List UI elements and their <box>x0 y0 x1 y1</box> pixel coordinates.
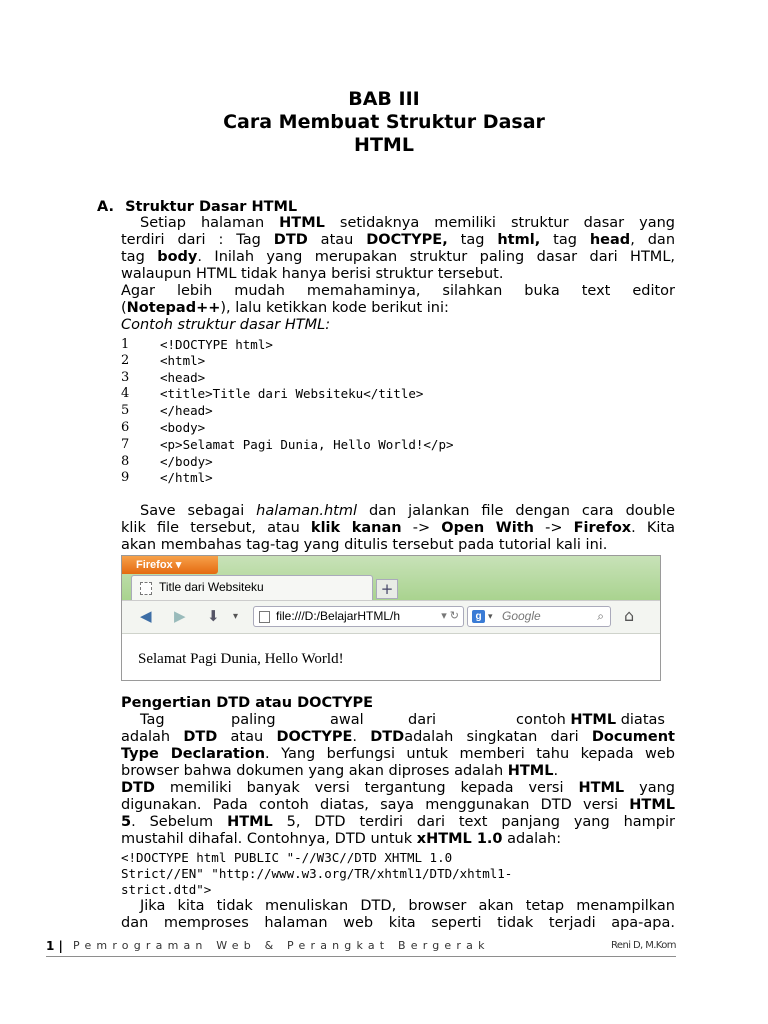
chapter-title-line1: Cara Membuat Struktur Dasar <box>223 111 545 133</box>
section-a-heading <box>97 199 297 215</box>
chapter-title-line2: HTML <box>354 134 414 156</box>
firefox-menu-button[interactable]: Firefox ▾ <box>122 556 218 574</box>
xhtml-doctype-line-3: strict.dtd"> <box>121 882 212 897</box>
dtd-line-10: dan memproses halaman web kita seperti tidak terjadi apa-apa. <box>121 915 675 931</box>
section-a-title: Struktur Dasar HTML <box>125 199 298 215</box>
dtd-line-2: adalah DTD atau DOCTYPE. DTDadalah singkatan dari Document <box>121 729 675 745</box>
reload-icon[interactable]: ↻ <box>449 610 459 622</box>
page-icon <box>259 611 270 623</box>
dtd-line-5: DTD memiliki banyak versi tergantung kepada versi HTML yang <box>121 780 675 796</box>
dtd-line-9: Jika kita tidak menuliskan DTD, browser akan tetap menampilkan <box>140 898 675 914</box>
code-line: 1 <!DOCTYPE html> <box>121 337 273 352</box>
section-a-letter: A. <box>97 199 114 215</box>
intro-line-1: Setiap halaman HTML setidaknya memiliki struktur dasar yang <box>140 215 675 231</box>
footer-course-title: Pemrograman Web & Perangkat Bergerak <box>73 939 490 952</box>
url-text: file:///D:/BelajarHTML/h <box>276 609 401 623</box>
footer-page-number: 1 | <box>46 939 63 953</box>
forward-arrow-icon[interactable]: ▶ <box>174 607 186 625</box>
code-line: 7 <p>Selamat Pagi Dunia, Hello World!</p> <box>121 437 454 452</box>
browser-tab[interactable] <box>131 575 373 600</box>
intro-line-4: walaupun HTML tidak hanya berisi struktur tersebut. <box>121 266 504 282</box>
home-icon[interactable]: ⌂ <box>624 606 635 625</box>
intro-line-6: (Notepad++), lalu ketikkan kode berikut ini: <box>121 300 449 316</box>
footer-author: Reni D, M.Kom <box>611 940 676 951</box>
intro-line-5: Agar lebih mudah memahaminya, silahkan buka text editor <box>121 283 675 299</box>
xhtml-doctype-line-2: Strict//EN" "http://www.w3.org/TR/xhtml1/DTD/xhtml1- <box>121 866 513 881</box>
section-b-heading: Pengertian DTD atau DOCTYPE <box>121 695 374 711</box>
browser-tab-title: Title dari Websiteku <box>159 580 264 594</box>
code-line: 2 <html> <box>121 353 206 368</box>
save-line-2: klik file tersebut, atau klik kanan -> Open With -> Firefox. Kita <box>121 520 676 536</box>
dtd-line-6: digunakan. Pada contoh diatas, saya menggunakan DTD versi HTML <box>121 797 675 813</box>
code-line: 8 </body> <box>121 454 213 469</box>
chevron-down-icon[interactable]: ▾ <box>488 611 493 621</box>
code-line: 5 </head> <box>121 403 213 418</box>
code-line: 4 <title>Title dari Websiteku</title> <box>121 386 424 401</box>
xhtml-doctype-line-1: <!DOCTYPE html PUBLIC "-//W3C//DTD XHTML 1.0 <box>121 850 453 865</box>
google-icon[interactable]: g <box>472 610 485 623</box>
save-line-1: Save sebagai halaman.html dan jalankan file dengan cara double <box>140 503 675 519</box>
browser-page-content: Selamat Pagi Dunia, Hello World! <box>138 651 344 667</box>
search-icon[interactable]: ⌕ <box>597 609 604 623</box>
intro-line-2: terdiri dari : Tag DTD atau DOCTYPE, tag html, tag head, dan <box>121 232 676 248</box>
dtd-line-7: 5. Sebelum HTML 5, DTD terdiri dari text panjang yang hampir <box>121 814 675 830</box>
dtd-line-4: browser bahwa dokumen yang akan diproses adalah HTML. <box>121 763 559 779</box>
save-line-3: akan membahas tag-tag yang ditulis tersebut pada tutorial kali ini. <box>121 537 608 553</box>
url-bar[interactable] <box>253 606 464 627</box>
back-arrow-icon[interactable]: ◀ <box>140 607 152 625</box>
code-line: 3 <head> <box>121 370 206 385</box>
code-line: 9 </html> <box>121 470 213 485</box>
code-caption: Contoh struktur dasar HTML: <box>121 317 331 333</box>
new-tab-button[interactable]: + <box>376 579 398 599</box>
dtd-line-3: Type Declaration. Yang berfungsi untuk memberi tahu kepada web <box>121 746 675 762</box>
code-line: 6 <body> <box>121 420 206 435</box>
search-placeholder: Google <box>502 609 541 623</box>
dtd-line-8: mustahil dihafal. Contohnya, DTD untuk xHTML 1.0 adalah: <box>121 831 562 847</box>
browser-navbar <box>122 600 660 634</box>
footer-divider <box>46 956 676 957</box>
page-icon <box>140 582 152 595</box>
browser-screenshot <box>121 555 661 681</box>
search-input[interactable] <box>467 606 611 627</box>
downloads-icon[interactable]: ⬇ <box>207 607 220 625</box>
chevron-down-icon[interactable]: ▾ <box>441 610 447 622</box>
chevron-down-icon[interactable]: ▾ <box>233 611 239 622</box>
url-controls <box>441 607 459 626</box>
chevron-down-icon: ▾ <box>175 559 182 571</box>
chapter-number: BAB III <box>348 88 420 110</box>
dtd-line-1: Tag paling awal dari contoh HTML diatas <box>140 712 665 728</box>
browser-tabbar <box>122 556 660 600</box>
intro-line-3: tag body. Inilah yang merupakan struktur paling dasar dari HTML, <box>121 249 676 265</box>
